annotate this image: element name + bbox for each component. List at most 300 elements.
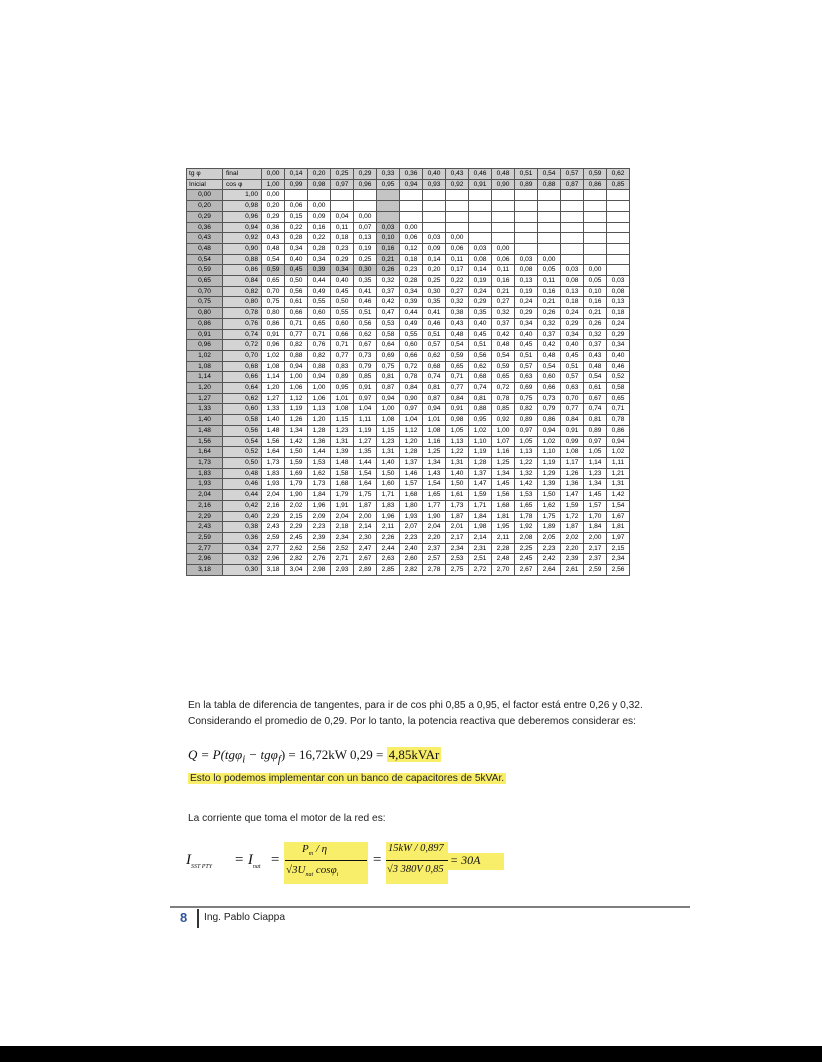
table-row <box>187 404 630 415</box>
table-row <box>187 554 630 565</box>
table-cell: 0,08 <box>469 254 492 265</box>
header-cos-final-cell: 0,88 <box>538 179 561 190</box>
row-cos-initial: 0,40 <box>223 511 262 522</box>
table-cell: 0,65 <box>308 318 331 329</box>
table-cell: 1,06 <box>285 383 308 394</box>
table-cell <box>423 211 446 222</box>
table-cell <box>515 211 538 222</box>
table-cell: 0,84 <box>446 393 469 404</box>
table-cell: 2,51 <box>469 554 492 565</box>
table-cell: 0,30 <box>354 265 377 276</box>
table-cell: 1,10 <box>469 436 492 447</box>
table-row <box>187 222 630 233</box>
table-cell: 1,78 <box>515 511 538 522</box>
table-cell: 0,28 <box>308 243 331 254</box>
table-cell: 2,08 <box>515 532 538 543</box>
table-cell: 0,08 <box>607 286 630 297</box>
table-cell: 1,95 <box>492 522 515 533</box>
table-cell: 1,25 <box>423 447 446 458</box>
table-cell: 0,83 <box>331 361 354 372</box>
table-cell: 3,18 <box>262 565 285 576</box>
header-cos-final-cell: 0,85 <box>607 179 630 190</box>
table-cell: 2,62 <box>285 543 308 554</box>
table-cell: 1,22 <box>446 447 469 458</box>
table-row <box>187 436 630 447</box>
table-cell: 0,20 <box>262 201 285 212</box>
table-cell: 2,39 <box>561 554 584 565</box>
table-cell: 1,06 <box>308 393 331 404</box>
table-cell: 1,62 <box>538 500 561 511</box>
table-cell: 0,29 <box>607 329 630 340</box>
table-cell <box>492 211 515 222</box>
current-intro: La corriente que toma el motor de la red es: <box>188 813 386 824</box>
table-cell: 0,73 <box>538 393 561 404</box>
table-cell: 1,29 <box>538 468 561 479</box>
table-cell: 0,03 <box>607 276 630 287</box>
table-cell <box>377 211 400 222</box>
table-cell: 2,29 <box>285 522 308 533</box>
table-cell: 2,18 <box>331 522 354 533</box>
table-cell: 0,75 <box>377 361 400 372</box>
table-cell: 0,78 <box>400 372 423 383</box>
table-cell: 0,57 <box>423 340 446 351</box>
table-cell: 1,11 <box>354 415 377 426</box>
row-cos-initial: 0,54 <box>223 436 262 447</box>
table-cell: 0,67 <box>584 393 607 404</box>
row-cos-initial: 0,32 <box>223 554 262 565</box>
table-cell: 0,59 <box>446 350 469 361</box>
table-cell: 3,04 <box>285 565 308 576</box>
table-cell: 1,56 <box>262 436 285 447</box>
table-cell <box>492 233 515 244</box>
table-cell: 1,13 <box>308 404 331 415</box>
table-cell: 0,55 <box>308 297 331 308</box>
table-cell: 1,00 <box>285 372 308 383</box>
table-cell <box>561 243 584 254</box>
table-cell: 2,60 <box>400 554 423 565</box>
table-cell: 2,34 <box>331 532 354 543</box>
table-cell: 0,74 <box>423 372 446 383</box>
table-cell: 0,03 <box>423 233 446 244</box>
header-tg-final-cell: 0,33 <box>377 169 400 180</box>
table-cell: 1,45 <box>492 479 515 490</box>
table-cell: 0,91 <box>561 425 584 436</box>
table-cell: 0,44 <box>400 308 423 319</box>
table-cell: 1,37 <box>469 468 492 479</box>
header-tg-final-cell: 0,48 <box>492 169 515 180</box>
table-row <box>187 211 630 222</box>
table-cell: 0,71 <box>308 329 331 340</box>
table-cell: 0,17 <box>446 265 469 276</box>
table-cell <box>607 254 630 265</box>
row-cos-initial: 0,52 <box>223 447 262 458</box>
table-cell <box>607 211 630 222</box>
table-cell: 1,64 <box>262 447 285 458</box>
table-cell: 1,54 <box>607 500 630 511</box>
table-cell: 2,44 <box>377 543 400 554</box>
frac2-bar <box>386 860 448 861</box>
table-cell <box>584 233 607 244</box>
header-cos-final-cell: 0,87 <box>561 179 584 190</box>
table-cell: 2,71 <box>331 554 354 565</box>
row-cos-initial: 0,60 <box>223 404 262 415</box>
table-cell: 2,78 <box>423 565 446 576</box>
table-cell: 1,34 <box>423 457 446 468</box>
table-cell: 1,53 <box>515 490 538 501</box>
table-cell: 1,34 <box>285 425 308 436</box>
table-cell: 0,91 <box>446 404 469 415</box>
table-cell: 0,13 <box>354 233 377 244</box>
eq-lhs: I <box>186 852 191 868</box>
table-cell <box>469 233 492 244</box>
table-cell: 2,16 <box>262 500 285 511</box>
table-cell: 1,02 <box>607 447 630 458</box>
row-cos-initial: 0,48 <box>223 468 262 479</box>
table-cell: 1,31 <box>377 447 400 458</box>
table-cell: 0,23 <box>331 243 354 254</box>
table-cell: 0,77 <box>561 404 584 415</box>
table-cell: 2,23 <box>400 532 423 543</box>
row-cos-initial: 0,82 <box>223 286 262 297</box>
table-cell: 1,02 <box>262 350 285 361</box>
table-cell: 0,89 <box>331 372 354 383</box>
table-cell: 2,42 <box>538 554 561 565</box>
row-tg-initial: 2,29 <box>187 511 223 522</box>
table-cell: 0,34 <box>607 340 630 351</box>
table-cell <box>469 201 492 212</box>
table-cell: 0,41 <box>423 308 446 319</box>
table-cell: 2,34 <box>446 543 469 554</box>
header-tg-final-cell: 0,54 <box>538 169 561 180</box>
row-tg-initial: 1,33 <box>187 404 223 415</box>
table-cell: 0,51 <box>561 361 584 372</box>
table-cell: 2,89 <box>354 565 377 576</box>
header-tg-final-cell: 0,00 <box>262 169 285 180</box>
row-cos-initial: 0,92 <box>223 233 262 244</box>
table-cell: 1,90 <box>423 511 446 522</box>
table-cell: 0,78 <box>492 393 515 404</box>
table-cell: 0,56 <box>354 318 377 329</box>
table-cell <box>584 211 607 222</box>
table-cell <box>331 201 354 212</box>
table-cell: 2,25 <box>515 543 538 554</box>
header-tg-final-cell: 0,14 <box>285 169 308 180</box>
table-cell: 2,37 <box>423 543 446 554</box>
table-cell: 0,24 <box>515 297 538 308</box>
table-cell: 1,42 <box>515 479 538 490</box>
bottom-bar <box>0 1046 822 1062</box>
table-cell: 1,54 <box>354 468 377 479</box>
table-row <box>187 457 630 468</box>
table-cell: 0,75 <box>262 297 285 308</box>
row-cos-initial: 0,84 <box>223 276 262 287</box>
table-cell: 2,02 <box>285 500 308 511</box>
table-cell: 0,66 <box>331 329 354 340</box>
table-cell: 0,19 <box>515 286 538 297</box>
table-cell: 2,17 <box>584 543 607 554</box>
table-cell: 0,81 <box>423 383 446 394</box>
row-tg-initial: 1,27 <box>187 393 223 404</box>
row-tg-initial: 1,73 <box>187 457 223 468</box>
table-cell: 0,03 <box>377 222 400 233</box>
table-cell: 1,45 <box>584 490 607 501</box>
header-tg-final-cell: 0,40 <box>423 169 446 180</box>
row-tg-initial: 2,59 <box>187 532 223 543</box>
table-cell: 2,00 <box>354 511 377 522</box>
table-cell: 0,09 <box>308 211 331 222</box>
table-cell: 0,94 <box>308 372 331 383</box>
footer-author: Ing. Pablo Ciappa <box>204 912 285 923</box>
table-cell: 0,07 <box>354 222 377 233</box>
table-cell: 0,14 <box>469 265 492 276</box>
implementation-note: Esto lo podemos implementar con un banco de capacitores de 5kVAr. <box>190 773 505 784</box>
table-cell: 1,89 <box>538 522 561 533</box>
row-cos-initial: 0,38 <box>223 522 262 533</box>
table-cell: 0,04 <box>331 211 354 222</box>
table-cell: 0,47 <box>377 308 400 319</box>
table-cell <box>400 211 423 222</box>
table-cell: 2,82 <box>285 554 308 565</box>
table-cell <box>423 201 446 212</box>
table-cell: 0,06 <box>400 233 423 244</box>
header-tg-final-cell: 0,36 <box>400 169 423 180</box>
table-cell: 1,23 <box>584 468 607 479</box>
table-cell: 1,25 <box>492 457 515 468</box>
row-tg-initial: 3,18 <box>187 565 223 576</box>
header-tg-final-cell: 0,29 <box>354 169 377 180</box>
table-cell: 0,77 <box>285 329 308 340</box>
frac1-den-sub: nat <box>305 872 314 879</box>
table-cell: 0,79 <box>354 361 377 372</box>
table-cell: 0,58 <box>377 329 400 340</box>
table-cell: 1,12 <box>400 425 423 436</box>
table-cell: 1,40 <box>377 457 400 468</box>
table-cell <box>492 201 515 212</box>
table-cell: 0,08 <box>561 276 584 287</box>
table-cell: 0,81 <box>469 393 492 404</box>
table-cell: 0,44 <box>308 276 331 287</box>
table-cell: 0,32 <box>377 276 400 287</box>
row-cos-initial: 0,58 <box>223 415 262 426</box>
table-row <box>187 511 630 522</box>
table-cell: 1,83 <box>377 500 400 511</box>
table-cell <box>607 233 630 244</box>
table-cell: 0,97 <box>584 436 607 447</box>
table-cell: 1,73 <box>262 457 285 468</box>
table-cell: 0,40 <box>515 329 538 340</box>
header-tg-final-cell: 0,25 <box>331 169 354 180</box>
table-cell: 1,43 <box>423 468 446 479</box>
table-cell: 0,40 <box>561 340 584 351</box>
table-cell: 0,35 <box>354 276 377 287</box>
table-cell <box>469 190 492 201</box>
table-cell: 0,65 <box>446 361 469 372</box>
table-cell: 0,89 <box>515 415 538 426</box>
table-cell: 0,88 <box>469 404 492 415</box>
table-cell <box>469 222 492 233</box>
eq-a-sub: nat <box>252 864 261 870</box>
table-cell: 1,84 <box>469 511 492 522</box>
table-cell: 0,48 <box>262 243 285 254</box>
table-cell <box>561 201 584 212</box>
row-tg-initial: 0,48 <box>187 243 223 254</box>
table-row <box>187 318 630 329</box>
row-tg-initial: 0,91 <box>187 329 223 340</box>
table-cell: 2,23 <box>308 522 331 533</box>
table-row <box>187 393 630 404</box>
table-cell: 0,55 <box>400 329 423 340</box>
table-cell: 0,00 <box>354 211 377 222</box>
table-cell: 0,06 <box>285 201 308 212</box>
table-cell: 0,86 <box>262 318 285 329</box>
row-tg-initial: 0,65 <box>187 276 223 287</box>
table-cell: 1,40 <box>262 415 285 426</box>
row-cos-initial: 0,56 <box>223 425 262 436</box>
table-cell: 0,94 <box>377 393 400 404</box>
table-cell: 1,19 <box>469 447 492 458</box>
table-cell: 0,81 <box>377 372 400 383</box>
table-cell: 2,30 <box>354 532 377 543</box>
table-cell: 0,40 <box>331 276 354 287</box>
table-cell: 1,75 <box>538 511 561 522</box>
header-tg-final-cell: 0,46 <box>469 169 492 180</box>
table-cell: 1,73 <box>308 479 331 490</box>
table-cell: 0,84 <box>561 415 584 426</box>
table-cell: 1,00 <box>308 383 331 394</box>
table-cell: 0,59 <box>262 265 285 276</box>
table-cell: 1,34 <box>584 479 607 490</box>
formula-rest: ) = 16,72kW 0,29 = <box>280 747 387 762</box>
table-cell: 2,43 <box>262 522 285 533</box>
table-cell: 0,51 <box>469 340 492 351</box>
table-cell: 0,82 <box>285 340 308 351</box>
table-cell: 2,59 <box>584 565 607 576</box>
table-cell: 0,00 <box>262 190 285 201</box>
table-cell: 2,59 <box>262 532 285 543</box>
table-cell: 0,25 <box>354 254 377 265</box>
table-cell: 1,37 <box>400 457 423 468</box>
table-cell <box>538 201 561 212</box>
table-cell: 0,87 <box>423 393 446 404</box>
table-cell: 1,68 <box>400 490 423 501</box>
table-cell: 1,50 <box>446 479 469 490</box>
table-cell: 1,14 <box>262 372 285 383</box>
table-cell: 1,72 <box>561 511 584 522</box>
table-cell: 1,13 <box>515 447 538 458</box>
table-cell: 1,08 <box>561 447 584 458</box>
table-cell: 0,41 <box>354 286 377 297</box>
table-cell: 0,87 <box>377 383 400 394</box>
table-cell: 2,04 <box>423 522 446 533</box>
table-cell: 1,22 <box>515 457 538 468</box>
table-cell: 1,16 <box>423 436 446 447</box>
table-cell: 2,15 <box>285 511 308 522</box>
table-row <box>187 468 630 479</box>
table-cell <box>538 243 561 254</box>
table-cell: 0,69 <box>377 350 400 361</box>
table-cell: 2,07 <box>400 522 423 533</box>
table-cell: 2,37 <box>584 554 607 565</box>
row-cos-initial: 0,62 <box>223 393 262 404</box>
table-row <box>187 543 630 554</box>
table-cell: 2,14 <box>354 522 377 533</box>
table-cell: 0,42 <box>538 340 561 351</box>
table-cell: 0,86 <box>607 425 630 436</box>
frac2-den: √3 380V 0,85 <box>387 864 444 875</box>
table-cell <box>469 211 492 222</box>
table-cell: 2,11 <box>492 532 515 543</box>
table-cell: 0,70 <box>561 393 584 404</box>
table-cell: 1,13 <box>446 436 469 447</box>
table-cell: 2,11 <box>377 522 400 533</box>
table-cell: 2,64 <box>538 565 561 576</box>
table-cell: 2,61 <box>561 565 584 576</box>
table-row <box>187 500 630 511</box>
table-cell: 2,23 <box>538 543 561 554</box>
footer-rule <box>170 906 690 908</box>
table-cell: 0,54 <box>584 372 607 383</box>
table-cell: 1,08 <box>423 425 446 436</box>
table-cell: 0,80 <box>262 308 285 319</box>
table-cell: 0,56 <box>285 286 308 297</box>
table-cell: 0,94 <box>607 436 630 447</box>
row-cos-initial: 1,00 <box>223 190 262 201</box>
table-cell: 0,32 <box>538 318 561 329</box>
table-cell <box>354 190 377 201</box>
table-cell: 0,15 <box>285 211 308 222</box>
table-cell: 0,40 <box>469 318 492 329</box>
table-cell: 0,63 <box>561 383 584 394</box>
eq-result: = 30A <box>450 853 481 867</box>
page-number: 8 <box>180 910 188 925</box>
table-cell: 1,11 <box>607 457 630 468</box>
table-row <box>187 565 630 576</box>
table-cell: 0,58 <box>607 383 630 394</box>
frac1-num-sub: m <box>308 851 314 858</box>
table-cell <box>331 190 354 201</box>
table-cell: 0,48 <box>584 361 607 372</box>
table-row <box>187 425 630 436</box>
table-cell: 2,48 <box>492 554 515 565</box>
row-cos-initial: 0,30 <box>223 565 262 576</box>
table-cell <box>538 211 561 222</box>
table-cell: 2,93 <box>331 565 354 576</box>
table-cell: 0,34 <box>515 318 538 329</box>
table-cell: 2,20 <box>423 532 446 543</box>
table-cell <box>538 233 561 244</box>
table-cell: 1,26 <box>561 468 584 479</box>
table-cell: 0,82 <box>308 350 331 361</box>
table-cell: 0,42 <box>377 297 400 308</box>
table-cell: 1,28 <box>469 457 492 468</box>
table-cell: 0,43 <box>446 318 469 329</box>
table-cell: 1,08 <box>262 361 285 372</box>
table-cell: 1,68 <box>492 500 515 511</box>
table-cell: 2,57 <box>423 554 446 565</box>
table-cell: 2,39 <box>308 532 331 543</box>
table-cell: 2,75 <box>446 565 469 576</box>
table-cell: 1,26 <box>285 415 308 426</box>
table-header-row-tg <box>187 169 630 180</box>
table-cell <box>446 211 469 222</box>
table-row <box>187 265 630 276</box>
table-cell: 2,26 <box>377 532 400 543</box>
table-cell: 2,47 <box>354 543 377 554</box>
table-cell: 1,81 <box>607 522 630 533</box>
row-tg-initial: 0,43 <box>187 233 223 244</box>
table-cell: 0,60 <box>308 308 331 319</box>
explanation-paragraph: En la tabla de diferencia de tangentes, para ir de cos phi 0,85 a 0,95, el factor está entre 0,26 y 0,32. Considerando el promedio de 0,29. Por lo tanto, la potencia reactiva que deberemos considerar es: <box>188 700 643 727</box>
